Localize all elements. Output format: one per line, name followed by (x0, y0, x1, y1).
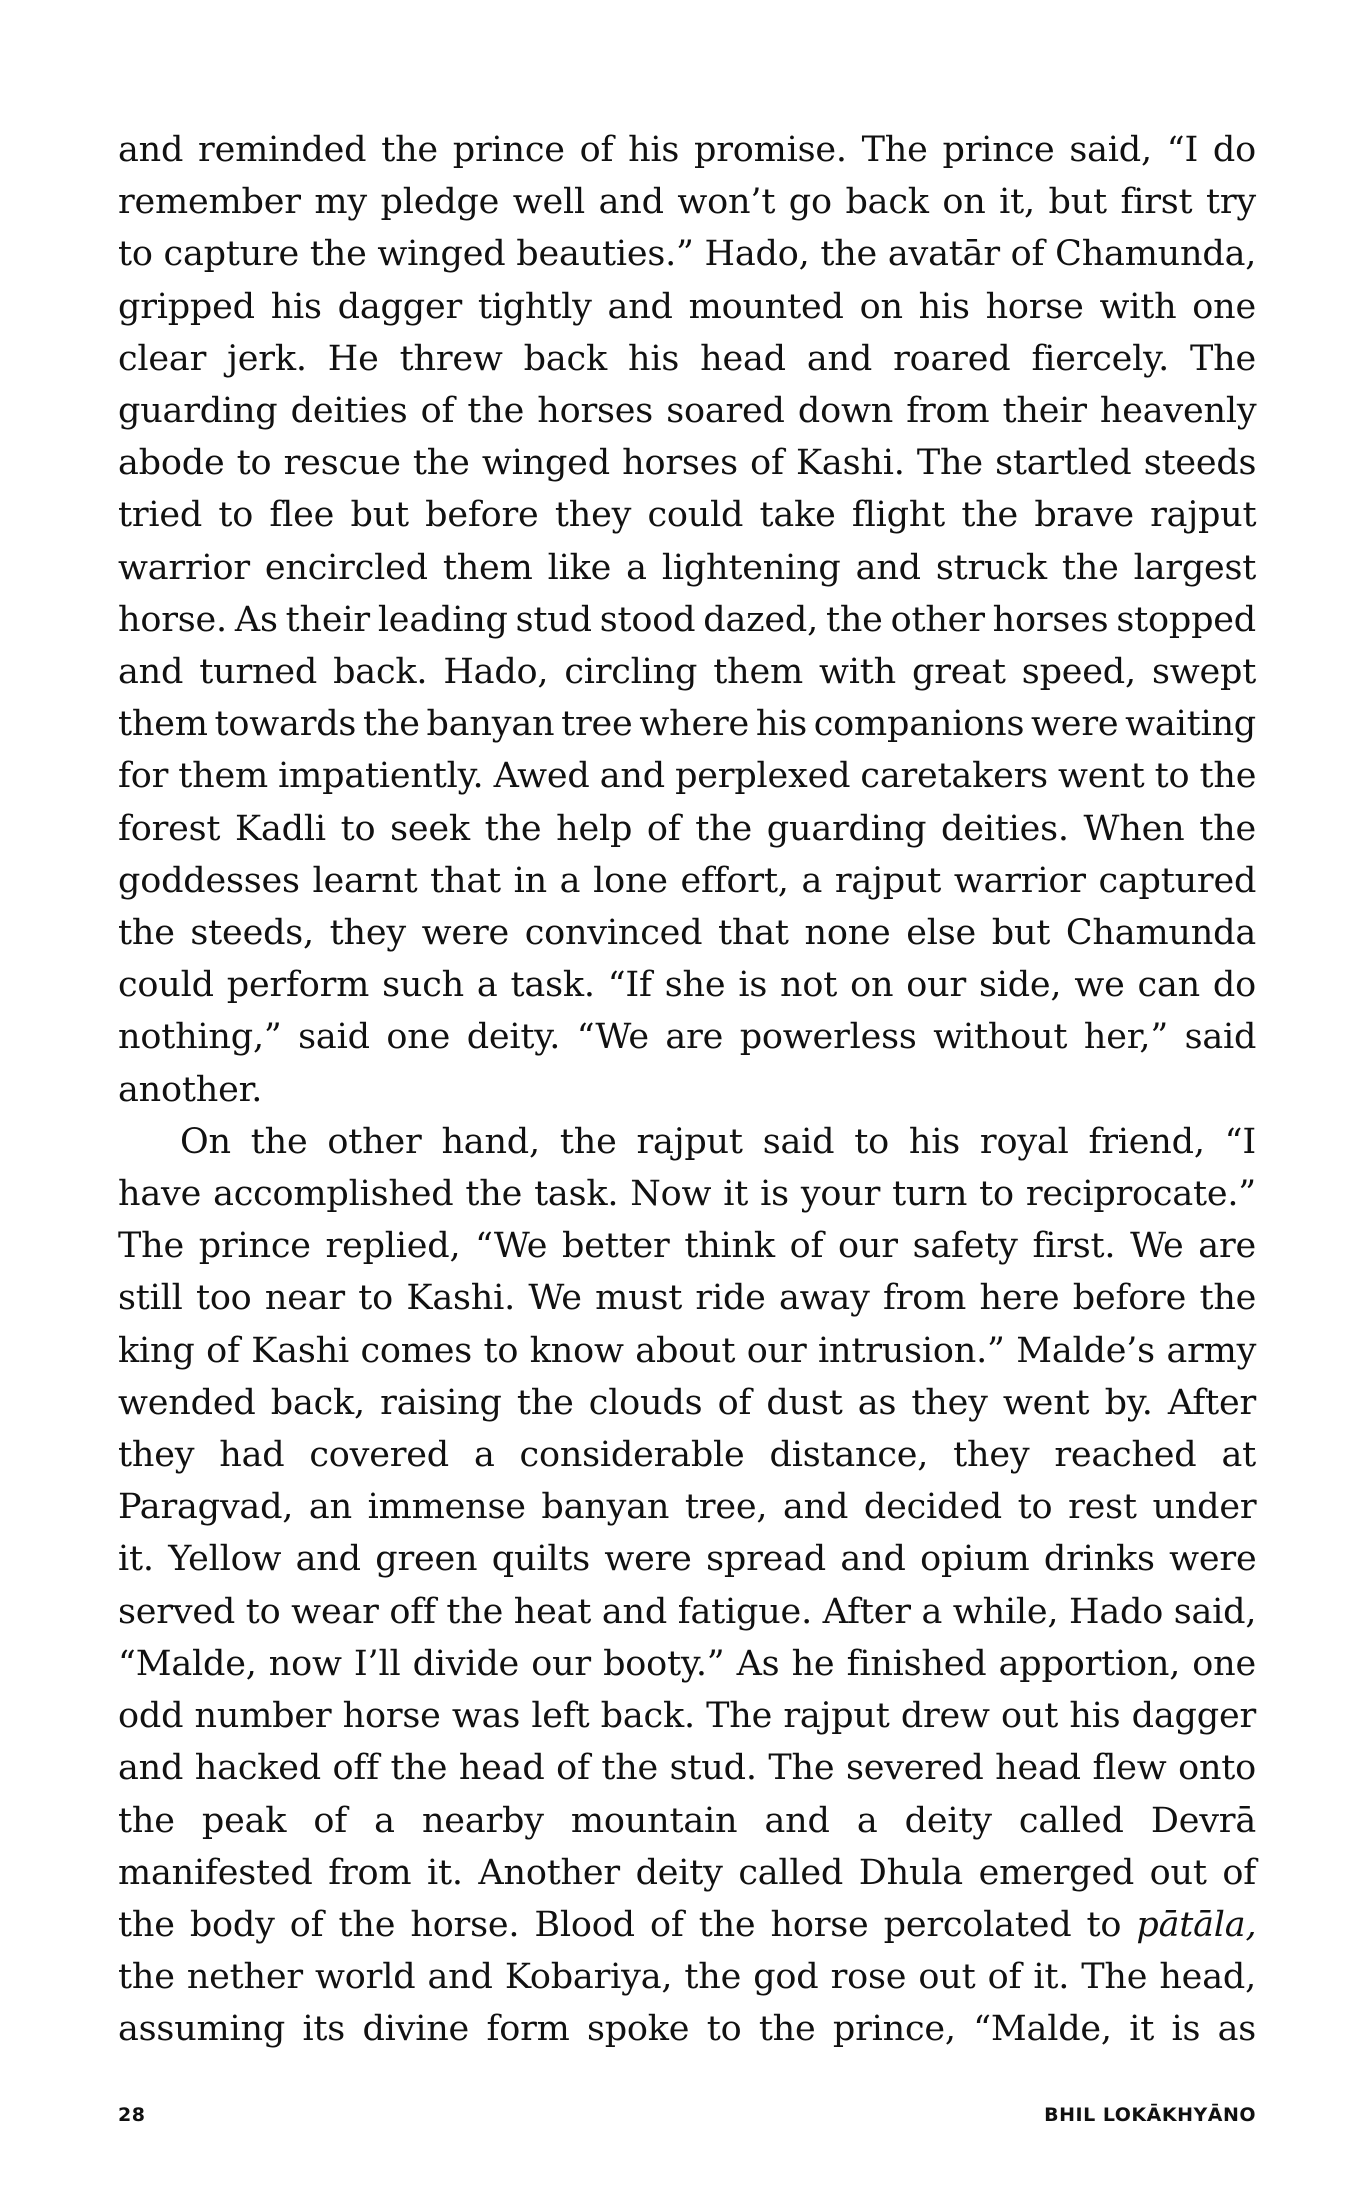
text-line: odd number horse was left back. The rajput drew out his dagger (118, 1696, 1256, 1737)
text-line: them towards the banyan tree where his companions were waiting (118, 704, 1256, 745)
text-line: guarding deities of the horses soared down from their heavenly (118, 391, 1257, 432)
text-line: for them impatiently. Awed and perplexed caretakers went to the (118, 756, 1257, 797)
text-line: could perform such a task. “If she is not on our side, we can do (118, 965, 1256, 1006)
running-title: BHIL LOKĀKHYĀNO (1044, 2104, 1256, 2126)
text-line: the peak of a nearby mountain and a deity called Devrā (118, 1800, 1256, 1841)
page-footer (118, 2104, 1256, 2134)
text-line: tried to flee but before they could take flight the brave rajput (118, 495, 1257, 536)
text-line: the nether world and Kobariya, the god rose out of it. The head, (118, 1957, 1256, 1998)
text-line: it. Yellow and green quilts were spread and opium drinks were (118, 1539, 1257, 1580)
text-line: clear jerk. He threw back his head and roared fiercely. The (118, 338, 1257, 379)
text-line: manifested from it. Another deity called Dhula emerged out of (118, 1852, 1256, 1893)
text-line: Paragvad, an immense banyan tree, and decided to rest under (118, 1487, 1257, 1528)
page-number: 28 (118, 2104, 146, 2126)
text-line: have accomplished the task. Now it is your turn to reciprocate.” (118, 1174, 1256, 1215)
italic-term-pataala: pātāla, (1136, 1904, 1257, 1945)
text-line: still too near to Kashi. We must ride away from here before the (118, 1278, 1257, 1319)
text-line: and reminded the prince of his promise. The prince said, “I do (118, 130, 1256, 170)
text-line: warrior encircled them like a lightening and struck the largest (118, 547, 1257, 588)
text-line: the steeds, they were convinced that none else but Chamunda (118, 913, 1256, 954)
text-line: abode to rescue the winged horses of Kashi. The startled steeds (118, 443, 1257, 484)
text-line: king of Kashi comes to know about our intrusion.” Malde’s army (118, 1330, 1257, 1371)
text-line: forest Kadli to seek the help of the guarding deities. When the (118, 808, 1256, 849)
text-line: they had covered a considerable distance, they reached at (118, 1435, 1256, 1476)
text-line: nothing,” said one deity. “We are powerless without her,” said (118, 1017, 1257, 1058)
text-line: to capture the winged beauties.” Hado, the avatār of Chamunda, (118, 234, 1257, 275)
text-line: remember my pledge well and won’t go back on it, but first try (118, 182, 1256, 223)
text-line: On the other hand, the rajput said to his royal friend, “I (180, 1121, 1256, 1162)
body-text (118, 124, 1256, 2056)
text-line-pataala (118, 1899, 1256, 1951)
text-line: and turned back. Hado, circling them with great speed, swept (118, 652, 1257, 693)
text-line: served to wear off the heat and fatigue. After a while, Hado said, (118, 1591, 1257, 1632)
paragraph-2 (118, 1116, 1256, 2056)
paragraph-1 (118, 124, 1256, 1116)
text-line: another. (118, 1069, 263, 1110)
text-line: assuming its divine form spoke to the prince, “Malde, it is as (118, 2009, 1257, 2050)
text-line: horse. As their leading stud stood dazed, the other horses stopped (118, 599, 1256, 640)
text-line: gripped his dagger tightly and mounted on his horse with one (118, 286, 1256, 327)
text-line: The prince replied, “We better think of our safety first. We are (118, 1226, 1256, 1267)
text-line: and hacked off the head of the stud. The severed head flew onto (118, 1748, 1257, 1789)
text-line: goddesses learnt that in a lone effort, a rajput warrior captured (118, 860, 1257, 901)
text-line: “Malde, now I’ll divide our booty.” As he finished apportion, one (118, 1643, 1256, 1684)
text-segment: the body of the horse. Blood of the horse percolated to (118, 1904, 1137, 1945)
text-line: wended back, raising the clouds of dust as they went by. After (118, 1382, 1256, 1423)
